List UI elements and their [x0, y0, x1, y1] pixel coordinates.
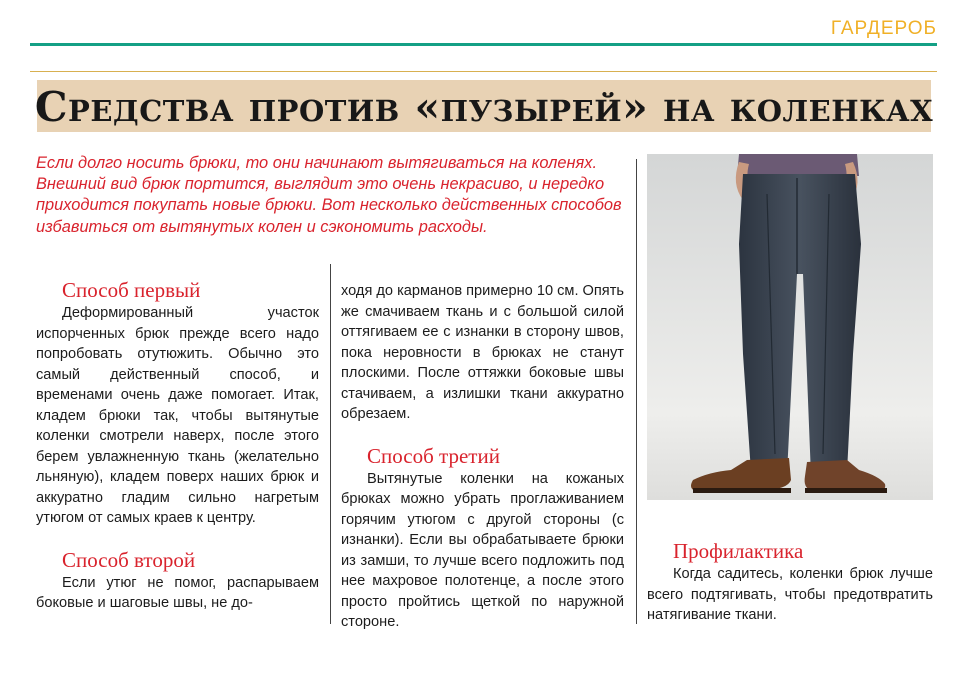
method2-text-part1: Если утюг не помог, распарываем боковые и шаговые швы, не до- [36, 574, 319, 611]
article-lead: Если долго носить брюки, то они начинают вытягиваться на коленях. Внешний вид брюк портится, выглядит это очень некрасиво, и нередко приходится покупать новые брюки. Вот несколько действенных способов избавиться от вытянутых колен и сэкономить расходы. [36, 154, 622, 236]
method3-heading: Способ третий [367, 443, 500, 468]
column-3 [647, 538, 933, 626]
trousers-photo [647, 154, 933, 500]
prevention-text: Когда садитесь, коленки брюк лучше всего подтягивать, чтобы предотвратить натягивание ткани. [647, 566, 933, 623]
method1-heading: Способ первый [62, 278, 201, 302]
column-2 [341, 281, 624, 633]
method2-text-part2: ходя до карманов примерно 10 см. Опять же смачиваем ткань и с большой силой оттягиваем ее с изнанки в сторону швов, пока неровности в брюках не станут плоскими. После оттяжки боковые швы стачиваем, а излишки ткани аккуратно обрезаем. [341, 283, 624, 422]
method3-text: Вытянутые коленки на кожаных брюках можно убрать проглаживанием горячим утюгом с другой стороны (с изнанки). Если вы обрабатываете брюки из замши, то лучше всего подложить под нее махровое полотенце, а после этого просто пройтись щеткой по наружной стороне. [341, 470, 624, 630]
trousers-illustration [647, 154, 933, 500]
article-title: Средства против «пузырей» на коленках [34, 82, 934, 131]
column-divider-left [330, 264, 331, 624]
header-rule-green [30, 43, 937, 46]
header-rule-gold [30, 71, 937, 72]
column-divider-right [636, 159, 637, 624]
prevention-heading: Профилактика [673, 539, 804, 563]
method2-heading: Способ второй [62, 547, 196, 572]
spacer [36, 529, 319, 547]
method1-text: Деформированный участок испорченных брюк прежде всего надо попробовать отутюжить. Обычно это самый действенный способ, и временами очень даже помогает. Итак, кладем брюки так, чтобы вытянутые коленки смотрели наверх, после этого берем увлажненную ткань (желательно льняную), кладем поверх наших брюк и аккуратно гладим сильно нагретым утюгом от самых краев к центру. [36, 305, 319, 526]
title-banner [34, 80, 934, 132]
column-1 [36, 277, 319, 614]
spacer [341, 425, 624, 443]
section-label: ГАРДЕРОБ [830, 18, 937, 39]
